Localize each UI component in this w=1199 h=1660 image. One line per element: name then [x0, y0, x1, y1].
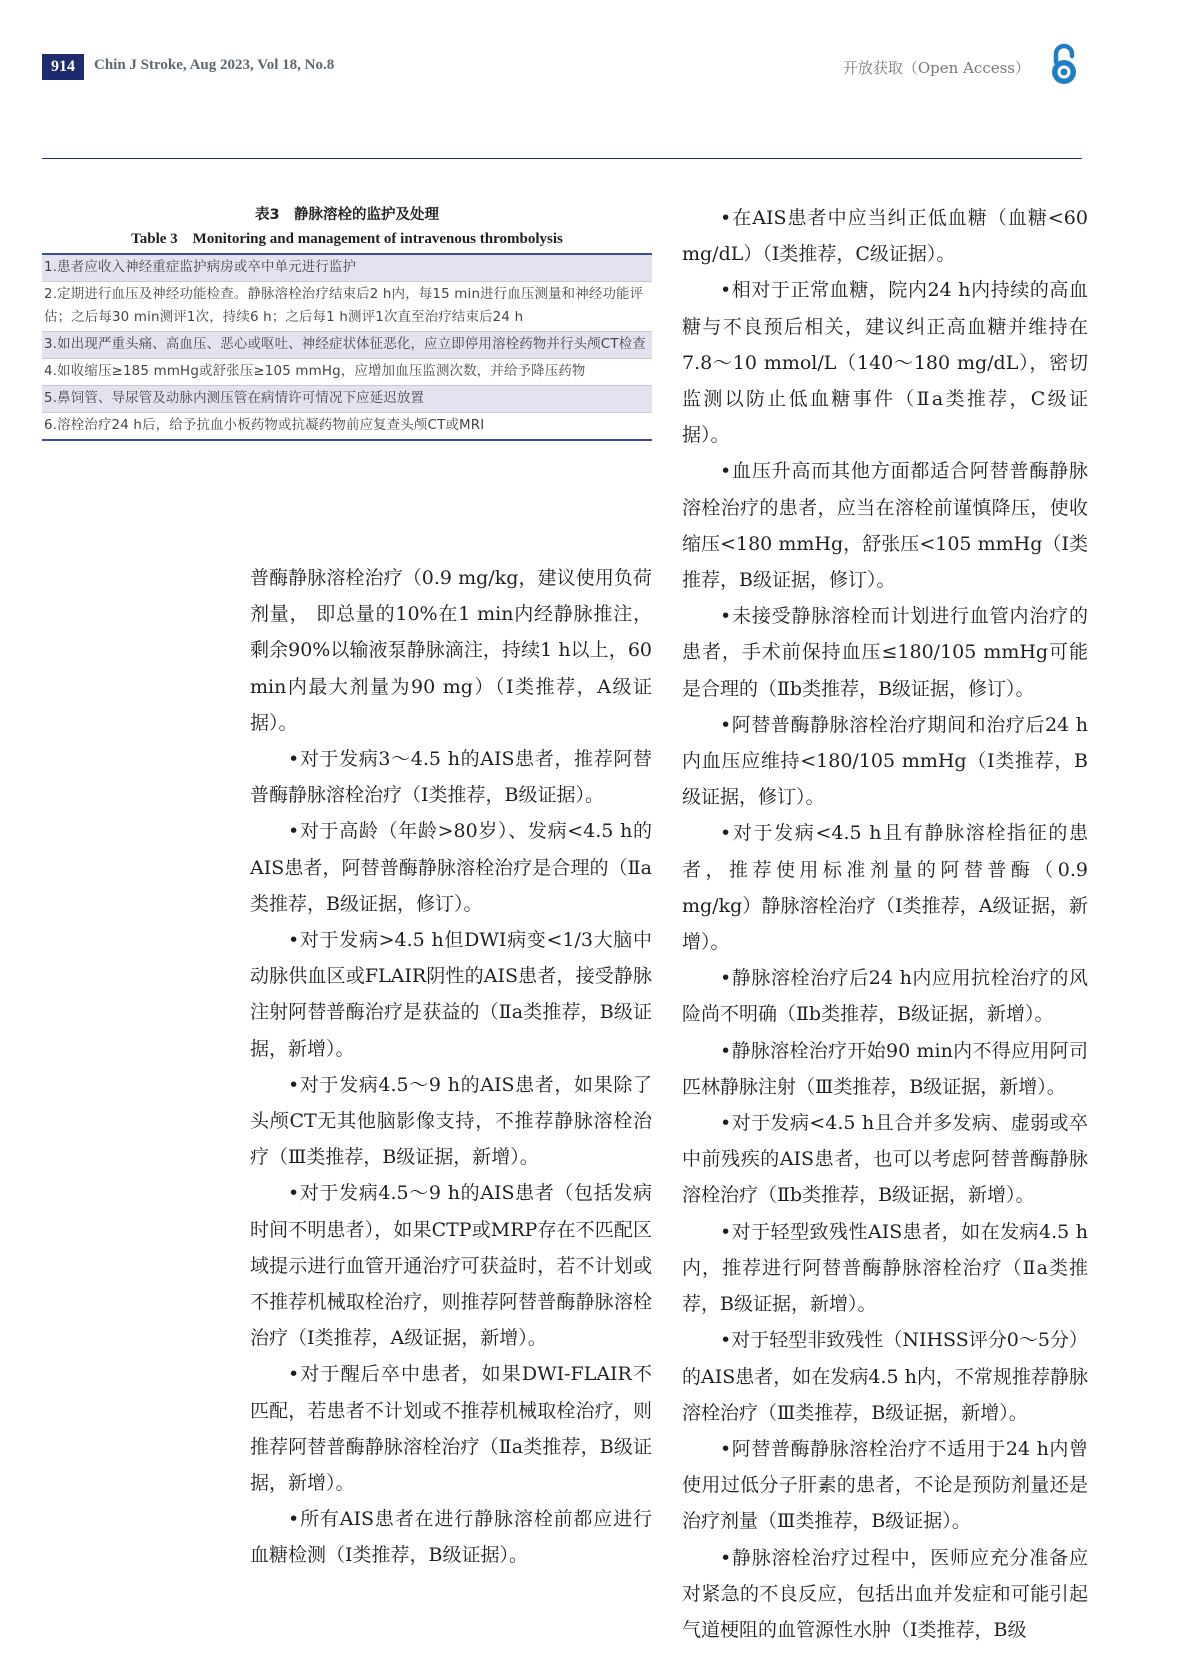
paragraph: •所有AIS患者在进行静脉溶栓前都应进行血糖检测（Ⅰ类推荐，B级证据）。: [250, 1508, 652, 1567]
paragraph: •相对于正常血糖，院内24 h内持续的高血糖与不良预后相关，建议纠正高血糖并维持在7.8～10 mmol/L（140～180 mg/dL），密切监测以防止低血糖事件（Ⅱa类推荐，C级证据）。: [682, 279, 1088, 447]
paragraph: •在AIS患者中应当纠正低血糖（血糖<60 mg/dL）（Ⅰ类推荐，C级证据）。: [682, 207, 1088, 266]
table-row: 6.溶栓治疗24 h后，给予抗血小板药物或抗凝药物前应复查头颅CT或MRI: [42, 412, 652, 439]
paragraph: •静脉溶栓治疗过程中，医师应充分准备应对紧急的不良反应，包括出血并发症和可能引起气道梗阻的血管源性水肿（Ⅰ类推荐，B级: [682, 1546, 1088, 1641]
paragraph: •对于发病>4.5 h但DWI病变<1/3大脑中动脉供血区或FLAIR阴性的AIS患者，接受静脉注射阿替普酶治疗是获益的（Ⅱa类推荐，B级证据，新增）。: [250, 929, 652, 1060]
paragraph: •未接受静脉溶栓而计划进行血管内治疗的患者，手术前保持血压≤180/105 mmHg可能是合理的（Ⅱb类推荐，B级证据，修订）。: [682, 605, 1088, 700]
right-column: [682, 200, 1088, 1648]
paragraph: •对于轻型非致残性（NIHSS评分0～5分）的AIS患者，如在发病4.5 h内，不常规推荐静脉溶栓治疗（Ⅲ类推荐，B级证据，新增）。: [682, 1329, 1088, 1424]
paragraph: •对于发病<4.5 h且有静脉溶栓指征的患者，推荐使用标准剂量的阿替普酶（0.9 mg/kg）静脉溶栓治疗（Ⅰ类推荐，A级证据，新增）。: [682, 822, 1088, 954]
table-row: 4.如收缩压≥185 mmHg或舒张压≥105 mmHg，应增加血压监测次数，并给予降压药物: [42, 358, 652, 385]
table-title-cn: 表3 静脉溶栓的监护及处理: [254, 207, 440, 223]
paragraph: •对于醒后卒中患者，如果DWI-FLAIR不匹配，若患者不计划或不推荐机械取栓治疗，则推荐阿替普酶静脉溶栓治疗（Ⅱa类推荐，B级证据，新增）。: [250, 1363, 652, 1495]
paragraph: •对于发病4.5～9 h的AIS患者（包括发病时间不明患者），如果CTP或MRP存在不匹配区域提示进行血管开通治疗可获益时，若不计划或不推荐机械取栓治疗，则推荐阿替普酶静脉溶栓治疗（Ⅰ类推荐，A级证据，新增）。: [250, 1182, 652, 1350]
table-row: 2.定期进行血压及神经功能检查。静脉溶栓治疗结束后2 h内，每15 min进行血压测量和神经功能评估；之后每30 min测评1次，持续6 h；之后每1 h测评1次直至治疗结束后24 h: [42, 281, 652, 331]
paragraph: •阿替普酶静脉溶栓治疗期间和治疗后24 h内血压应维持<180/105 mmHg（Ⅰ类推荐，B级证据，修订）。: [682, 713, 1088, 809]
paragraph: 普酶静脉溶栓治疗（0.9 mg/kg，建议使用负荷剂量， 即总量的10%在1 min内经静脉推注，剩余90%以输液泵静脉滴注，持续1 h以上，60 min内最大剂量为90 mg）（Ⅰ类推荐，A级证据）。: [250, 567, 652, 734]
table-body: [42, 253, 652, 441]
table-title-en: Table 3 Monitoring and management of intravenous thrombolysis: [131, 231, 563, 247]
paragraph: •对于发病3～4.5 h的AIS患者，推荐阿替普酶静脉溶栓治疗（Ⅰ类推荐，B级证据）。: [250, 748, 652, 807]
monitoring-table: [42, 203, 652, 441]
paragraph: •对于发病4.5～9 h的AIS患者，如果除了头颅CT无其他脑影像支持，不推荐静脉溶栓治疗（Ⅲ类推荐，B级证据，新增）。: [250, 1073, 652, 1169]
journal-citation: Chin J Stroke, Aug 2023, Vol 18, No.8: [94, 57, 335, 73]
page-header: [42, 50, 1082, 90]
open-access-label: 开放获取（Open Access）: [842, 59, 1030, 77]
header-rule: [42, 158, 1082, 159]
left-column: [250, 560, 652, 1574]
paragraph: •静脉溶栓治疗后24 h内应用抗栓治疗的风险尚不明确（Ⅱb类推荐，B级证据，新增）。: [682, 967, 1088, 1026]
open-access-lock-icon: [1046, 42, 1082, 86]
table-row: 1.患者应收入神经重症监护病房或卒中单元进行监护: [42, 255, 652, 281]
paragraph: •阿替普酶静脉溶栓治疗不适用于24 h内曾使用过低分子肝素的患者，不论是预防剂量还是治疗剂量（Ⅲ类推荐，B级证据）。: [682, 1437, 1088, 1533]
paragraph: •对于发病<4.5 h且合并多发病、虚弱或卒中前残疾的AIS患者，也可以考虑阿替普酶静脉溶栓治疗（Ⅱb类推荐，B级证据，新增）。: [682, 1112, 1088, 1207]
paragraph: •静脉溶栓治疗开始90 min内不得应用阿司匹林静脉注射（Ⅲ类推荐，B级证据，新增）。: [682, 1039, 1088, 1098]
table-row: 3.如出现严重头痛、高血压、恶心或呕吐、神经症状体征恶化，应立即停用溶栓药物并行头颅CT检查: [42, 331, 652, 358]
paragraph: •对于轻型致残性AIS患者，如在发病4.5 h内，推荐进行阿替普酶静脉溶栓治疗（Ⅱa类推荐，B级证据，新增）。: [682, 1220, 1088, 1316]
paragraph: •血压升高而其他方面都适合阿替普酶静脉溶栓治疗的患者，应当在溶栓前谨慎降压，使收缩压<180 mmHg，舒张压<105 mmHg（Ⅰ类推荐，B级证据，修订）。: [682, 460, 1088, 592]
table-row: 5.鼻饲管、导尿管及动脉内测压管在病情许可情况下应延迟放置: [42, 385, 652, 412]
paragraph: •对于高龄（年龄>80岁）、发病<4.5 h的AIS患者，阿替普酶静脉溶栓治疗是合理的（Ⅱa类推荐，B级证据，修订）。: [250, 820, 652, 915]
page-number: 914: [42, 54, 84, 80]
